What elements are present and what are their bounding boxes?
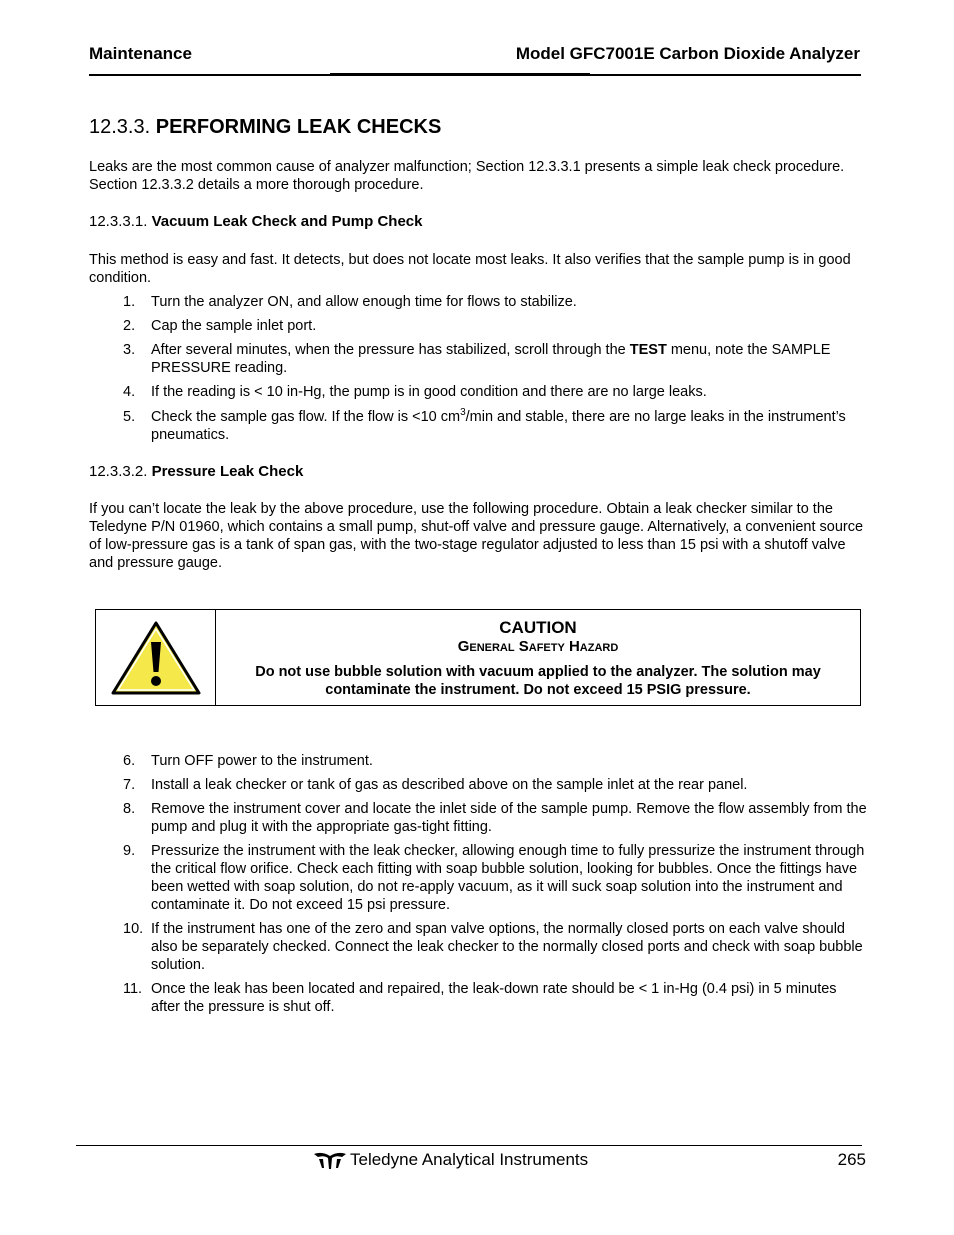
intro-paragraph: Leaks are the most common cause of analyzer malfunction; Section 12.3.3.1 presents a simple leak check procedure. Section 12.3.3.2 details a more thorough procedure. [89,159,845,193]
list-text: Once the leak has been located and repaired, the leak-down rate should be < 1 in-Hg (0.4 psi) in 5 minutes after the pressure is shut off. [151,981,837,1015]
list-text-part: Check the sample gas flow. If the flow is <10 cm [151,409,461,425]
list-number: 10. [123,921,144,937]
caution-text-cell [216,610,860,705]
warning-triangle-icon [110,620,202,696]
section-heading-title: PERFORMING LEAK CHECKS [155,116,442,138]
teledyne-logo-icon [312,1150,348,1170]
subsection-heading-pressure [89,463,303,481]
list-text: If the reading is < 10 in-Hg, the pump is in good condition and there are no large leaks. [151,384,707,400]
subsection-title: Pressure Leak Check [151,463,304,480]
list-number: 8. [123,801,136,817]
list-item [123,383,868,401]
superscript: 3 [460,407,466,419]
list-item [123,920,868,974]
list-number: 9. [123,843,136,859]
caution-subtitle: General Safety Hazard [457,638,619,655]
list-text-part: menu, note the SAMPLE PRESSURE reading. [151,342,831,376]
vacuum-intro: This method is easy and fast. It detects, but does not locate most leaks. It also verifies that the sample pump is in good condition. [89,252,851,286]
section-heading-number: 12.3.3. [89,116,151,138]
list-number: 2. [123,318,136,334]
list-text: Cap the sample inlet port. [151,318,317,334]
list-text: Remove the instrument cover and locate the inlet side of the sample pump. Remove the flow assembly from the pump and plug it with the appropriate gas-tight fitting. [151,801,867,835]
list-text: Pressurize the instrument with the leak checker, allowing enough time to fully pressurize the instrument through the critical flow orifice. Check each fitting with soap bubble solution, looking for bubbles. Once the fittings have been wetted with soap solution, do not re-apply vacuum, as it will suck soap solution into the instrument and contaminate it. Do not exceed 15 psi pressure. [151,843,865,913]
page-number: 265 [837,1150,866,1169]
footer-rule [76,1145,862,1146]
list-text: Turn the analyzer ON, and allow enough time for flows to stabilize. [151,294,577,310]
list-item [123,317,868,335]
list-item [123,341,868,377]
list-text [151,408,868,444]
list-item [123,842,868,914]
list-text-part: /min and stable, there are no large leaks in the instrument’s pneumatics. [151,409,846,443]
footer-brand-text: Teledyne Analytical Instruments [350,1150,589,1169]
subsection-title: Vacuum Leak Check and Pump Check [151,213,423,230]
list-number: 4. [123,384,136,400]
list-number: 5. [123,409,136,425]
list-item [123,293,868,311]
subsection-heading-vacuum [89,213,423,231]
list-item [123,800,868,836]
caution-body: Do not use bubble solution with vacuum applied to the analyzer. The solution may contaminate the instrument. Do not exceed 15 PSIG pressure. [255,664,821,698]
header-section: Maintenance [89,44,192,63]
list-number: 11. [123,981,143,997]
pressure-intro: If you can’t locate the leak by the above procedure, use the following procedure. Obtain a leak checker similar to the Teledyne P/N 01960, which contains a small pump, shut-off valve and pressure gauge. Alternatively, a convenient source of low-pressure gas is a tank of span gas, with the two-stage regulator adjusted to less than 15 psi with a shutoff valve and pressure gauge. [89,501,864,571]
subsection-number: 12.3.3.2. [89,463,148,480]
footer-brand [312,1150,588,1170]
subsection-number: 12.3.3.1. [89,213,148,230]
list-text [151,341,868,377]
list-text-part: After several minutes, when the pressure has stabilized, scroll through the [151,342,630,358]
header-model: Model GFC7001E Carbon Dioxide Analyzer [515,44,860,63]
caution-box [95,609,861,706]
list-item [123,776,868,794]
list-item [123,752,868,770]
list-number: 6. [123,753,136,769]
list-text: Install a leak checker or tank of gas as described above on the sample inlet at the rear panel. [151,777,748,793]
list-item [123,980,868,1016]
list-number: 7. [123,777,136,793]
list-item [123,408,868,444]
header-rule-accent [330,73,590,76]
list-number: 1. [123,294,136,310]
list-number: 3. [123,342,136,358]
section-heading [89,114,441,140]
caution-title: CAUTION [499,618,577,637]
test-menu-label: TEST [629,342,667,358]
list-text: If the instrument has one of the zero and span valve options, the normally closed ports on each valve should also be separately checked. Connect the leak checker to the normally closed ports and check with soap bubble solution. [151,921,863,973]
caution-icon-cell [96,610,216,705]
list-text: Turn OFF power to the instrument. [151,753,373,769]
